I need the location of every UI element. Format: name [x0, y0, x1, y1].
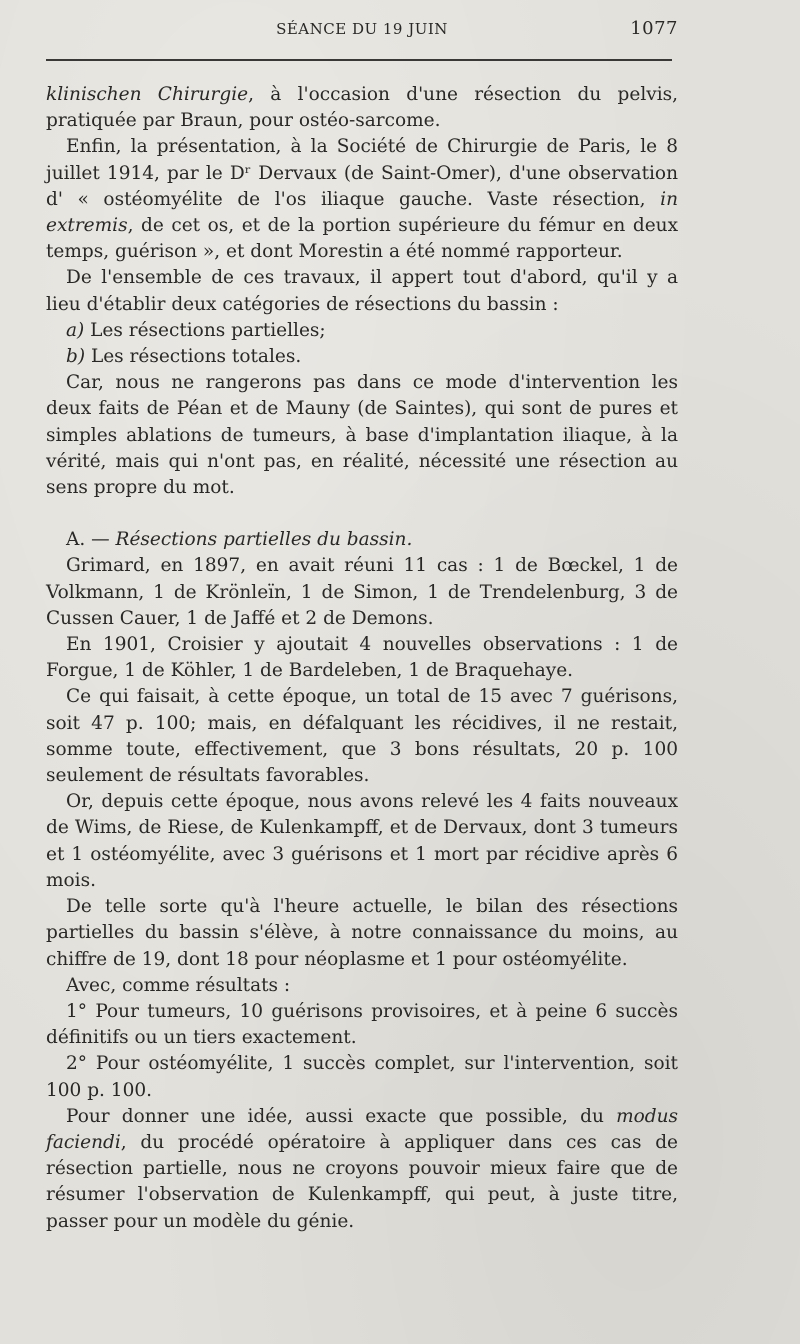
- paragraph-10: Avec, comme résultats :: [66, 974, 291, 996]
- paragraph-6: En 1901, Croisier y ajoutait 4 nouvelles observations : 1 de Forgue, 1 de Köhler, 1 de Bardeleben, 1 de Braquehaye.: [46, 634, 678, 682]
- paragraph-4: Car, nous ne rangerons pas dans ce mode d'intervention les deux faits de Péan et de Mauny (de Saintes), qui sont de pures et simples ablations de tumeurs, à base d'implantation iliaque, à la vérité, mais qui n'ont pas, en réalité, nécessité une résection au sens propre du mot.: [46, 372, 678, 499]
- paragraph-11: 1° Pour tumeurs, 10 guérisons provisoires, et à peine 6 succès définitifs ou un tiers exactement.: [46, 1000, 678, 1049]
- paragraph-3: De l'ensemble de ces travaux, il appert tout d'abord, qu'il y a lieu d'établir deux catégories de résections du bassin :: [46, 267, 678, 315]
- list-item-b: b) Les résections totales.: [66, 346, 302, 368]
- paragraph-9: De telle sorte qu'à l'heure actuelle, le bilan des résections partielles du bassin s'élève, à notre connaissance du moins, au chiffre de 19, dont 18 pour néoplasme et 1 pour ostéomyélite.: [46, 896, 678, 970]
- paragraph-7: Ce qui faisait, à cette époque, un total de 15 avec 7 guérisons, soit 47 p. 100; mais, en défalquant les récidives, il ne restait, somme toute, effectivement, que 3 bons résultats, 20 p. 100 seulement de résultats favorables.: [46, 686, 678, 787]
- page-number: 1077: [630, 18, 678, 39]
- paragraph-13: Pour donner une idée, aussi exacte que possible, du modus faciendi, du procédé opératoire à appliquer dans ces cas de résection partielle, nous ne croyons pouvoir mieux faire que de résumer l'observation de Kulenkampff, qui peut, à juste titre, passer pour un modèle du génie.: [46, 1105, 678, 1232]
- body-text: [46, 82, 678, 1235]
- running-title: SÉANCE DU 19 JUIN: [276, 20, 448, 38]
- paragraph-5: Grimard, en 1897, en avait réuni 11 cas : 1 de Bœckel, 1 de Volkmann, 1 de Krönleïn, 1 de Simon, 1 de Trendelenburg, 3 de Cussen Cauer, 1 de Jaffé et 2 de Demons.: [46, 555, 678, 629]
- section-heading: A. — Résections partielles du bassin.: [66, 529, 413, 551]
- list-item-a: a) Les résections partielles;: [66, 319, 326, 341]
- page-header: [46, 18, 678, 44]
- paragraph-1: klinischen Chirurgie, à l'occasion d'une résection du pelvis, pratiquée par Braun, pour ostéo-sarcome.: [46, 84, 678, 132]
- header-rule: [46, 59, 672, 61]
- section-gap: [46, 501, 678, 527]
- paragraph-2: Enfin, la présentation, à la Société de Chirurgie de Paris, le 8 juillet 1914, par le Dʳ Dervaux (de Saint-Omer), d'une observation d' « ostéomyélite de l'os iliaque gauche. Vaste résection, in extremis, de cet os, et de la portion supérieure du fémur en deux temps, guérison », et dont Morestin a été nommé rapporteur.: [46, 136, 678, 263]
- paragraph-12: 2° Pour ostéomyélite, 1 succès complet, sur l'intervention, soit 100 p. 100.: [46, 1053, 678, 1101]
- paragraph-8: Or, depuis cette époque, nous avons relevé les 4 faits nouveaux de Wims, de Riese, de Kulenkampff, et de Dervaux, dont 3 tumeurs et 1 ostéomyélite, avec 3 guérisons et 1 mort par récidive après 6 mois.: [46, 791, 678, 891]
